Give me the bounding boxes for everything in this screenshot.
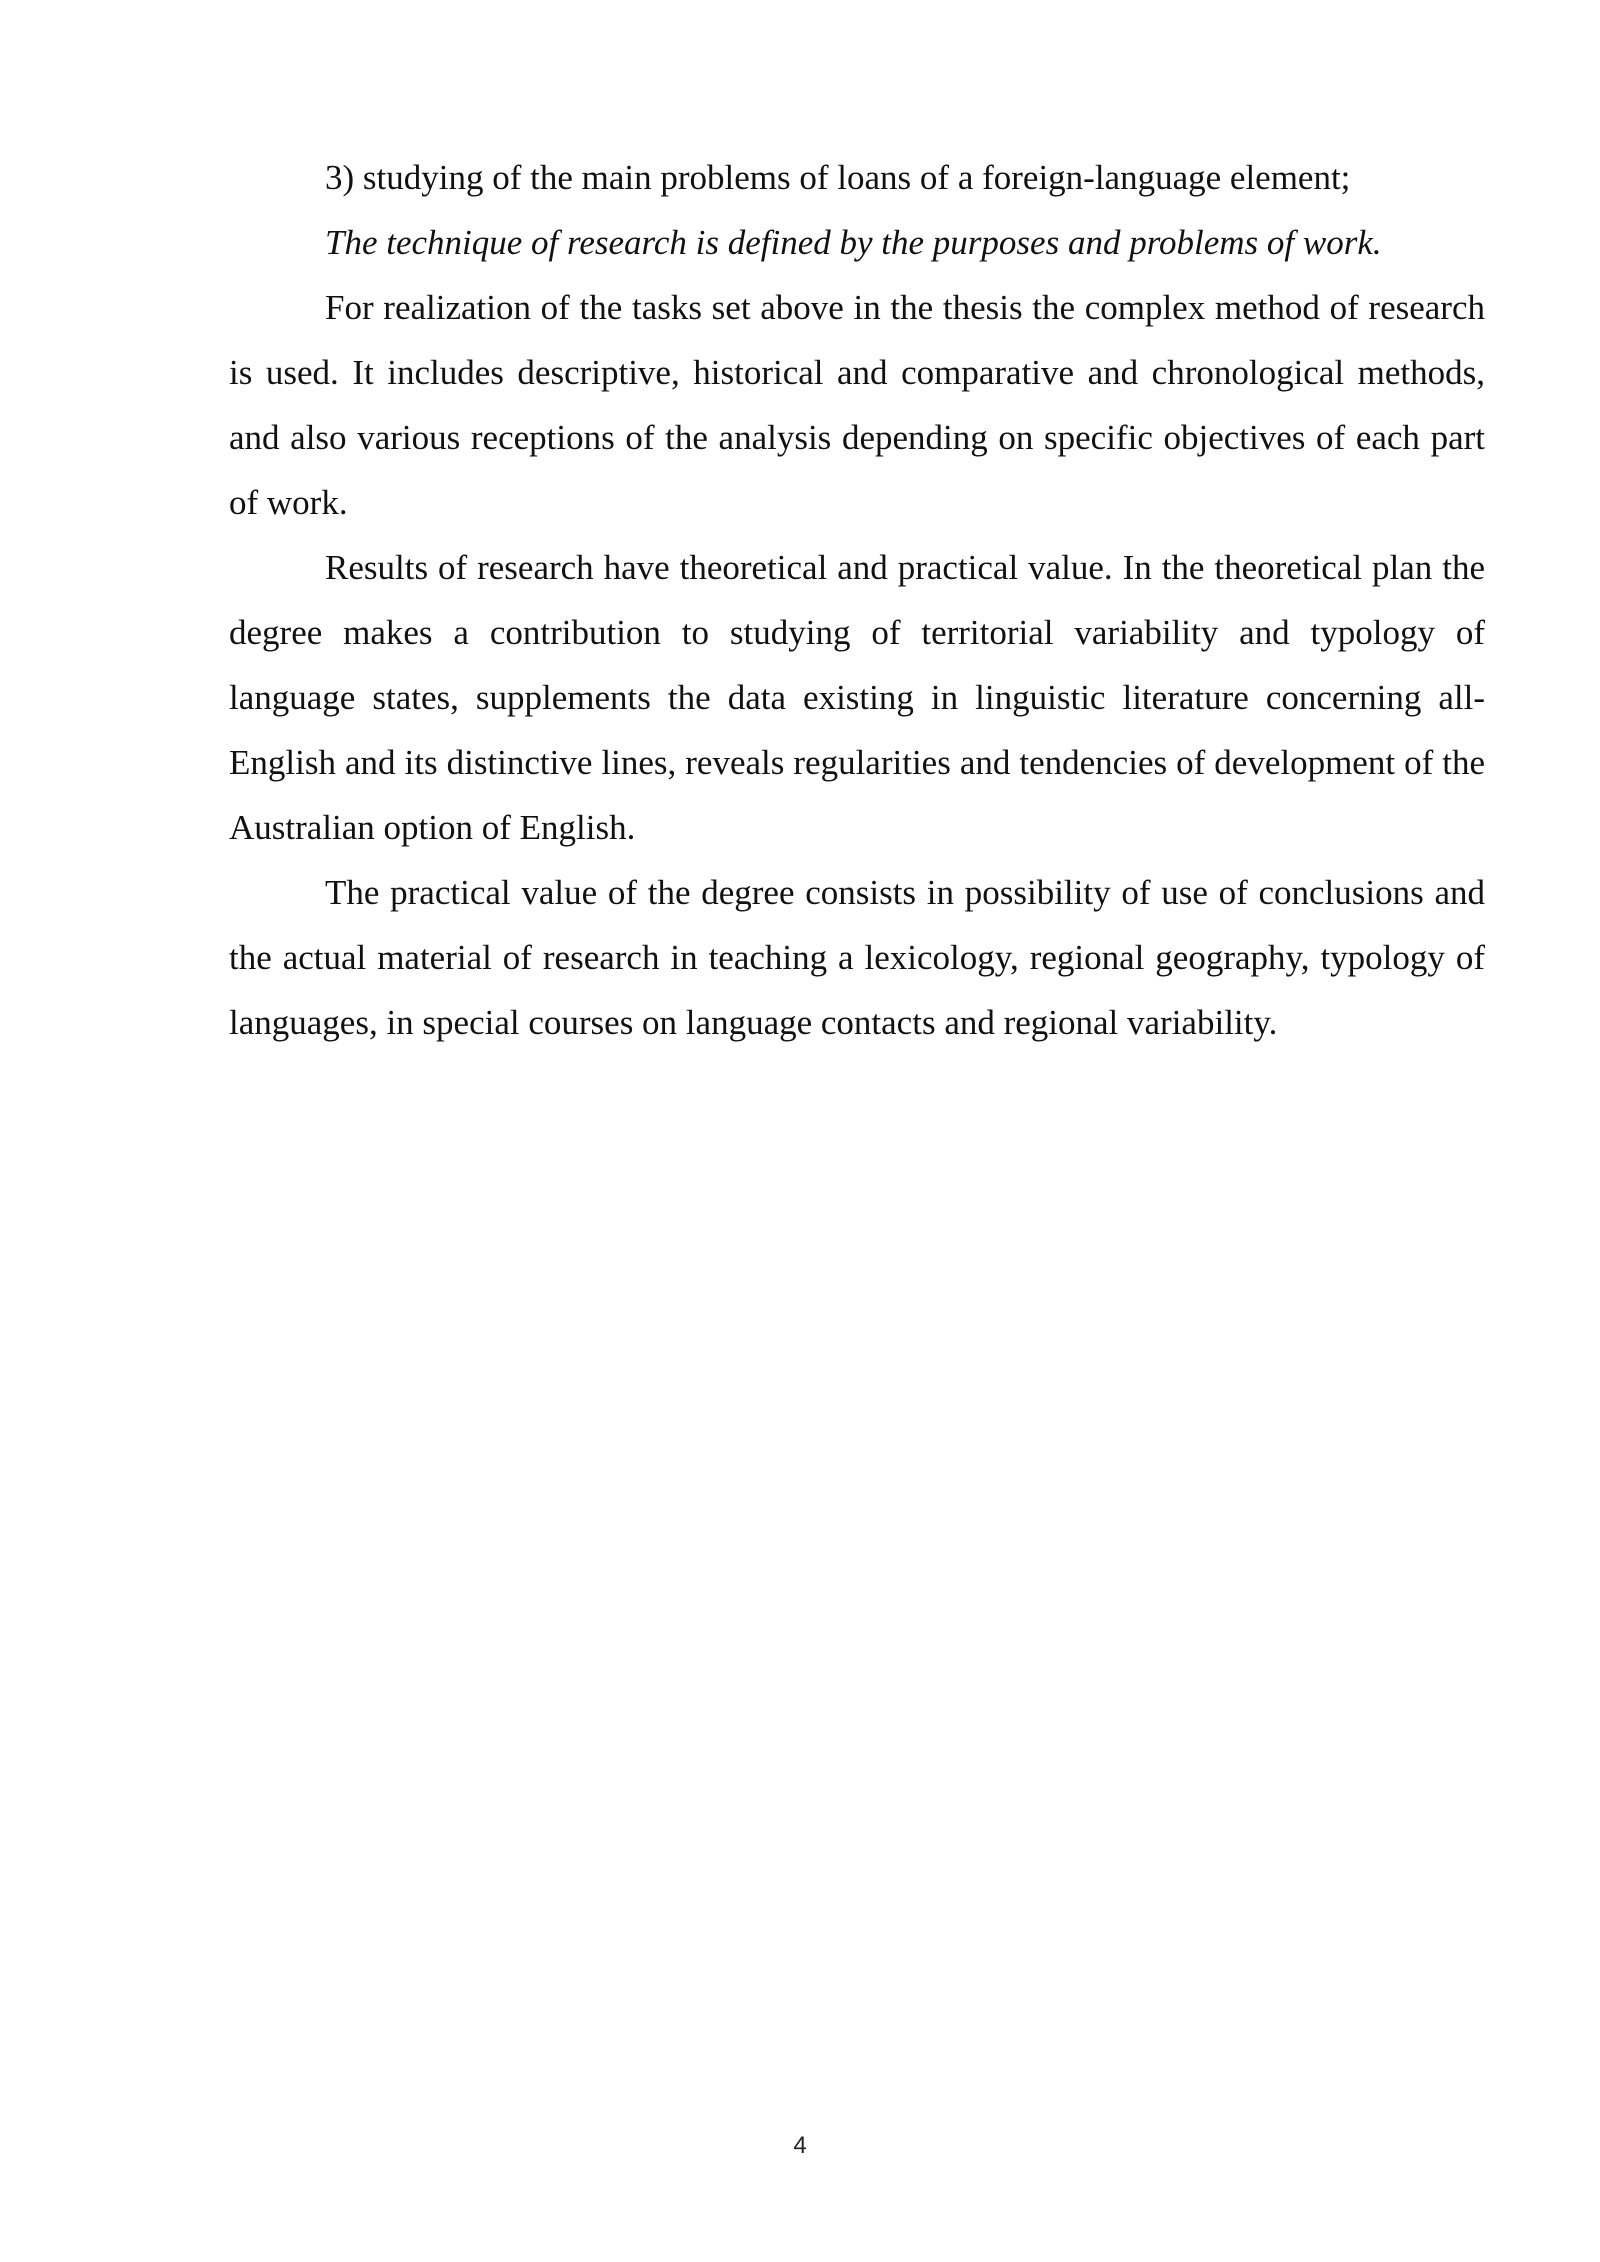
methodology-italic-paragraph: The technique of research is defined by the purposes and problems of work. (325, 223, 1382, 262)
body-text (229, 145, 1485, 1055)
methods-paragraph: For realization of the tasks set above in the thesis the complex method of research is used. It includes descriptive, historical and comparative and chronological methods, and also various receptions of the analysis depending on specific objectives of each part of work. (229, 288, 1485, 522)
theoretical-value-paragraph: Results of research have theoretical and practical value. In the theoretical plan the degree makes a contribution to studying of territorial variability and typology of language states, supplements the data existing in linguistic literature concerning all-English and its distinctive lines, reveals regularities and tendencies of development of the Australian option of English. (229, 548, 1485, 847)
list-item-paragraph: 3) studying of the main problems of loans of a foreign-language element; (325, 158, 1351, 197)
page-number: 4 (793, 2132, 807, 2159)
practical-value-paragraph: The practical value of the degree consists in possibility of use of conclusions and the actual material of research in teaching a lexicology, regional geography, typology of languages, in special courses on language contacts and regional variability. (229, 873, 1485, 1042)
